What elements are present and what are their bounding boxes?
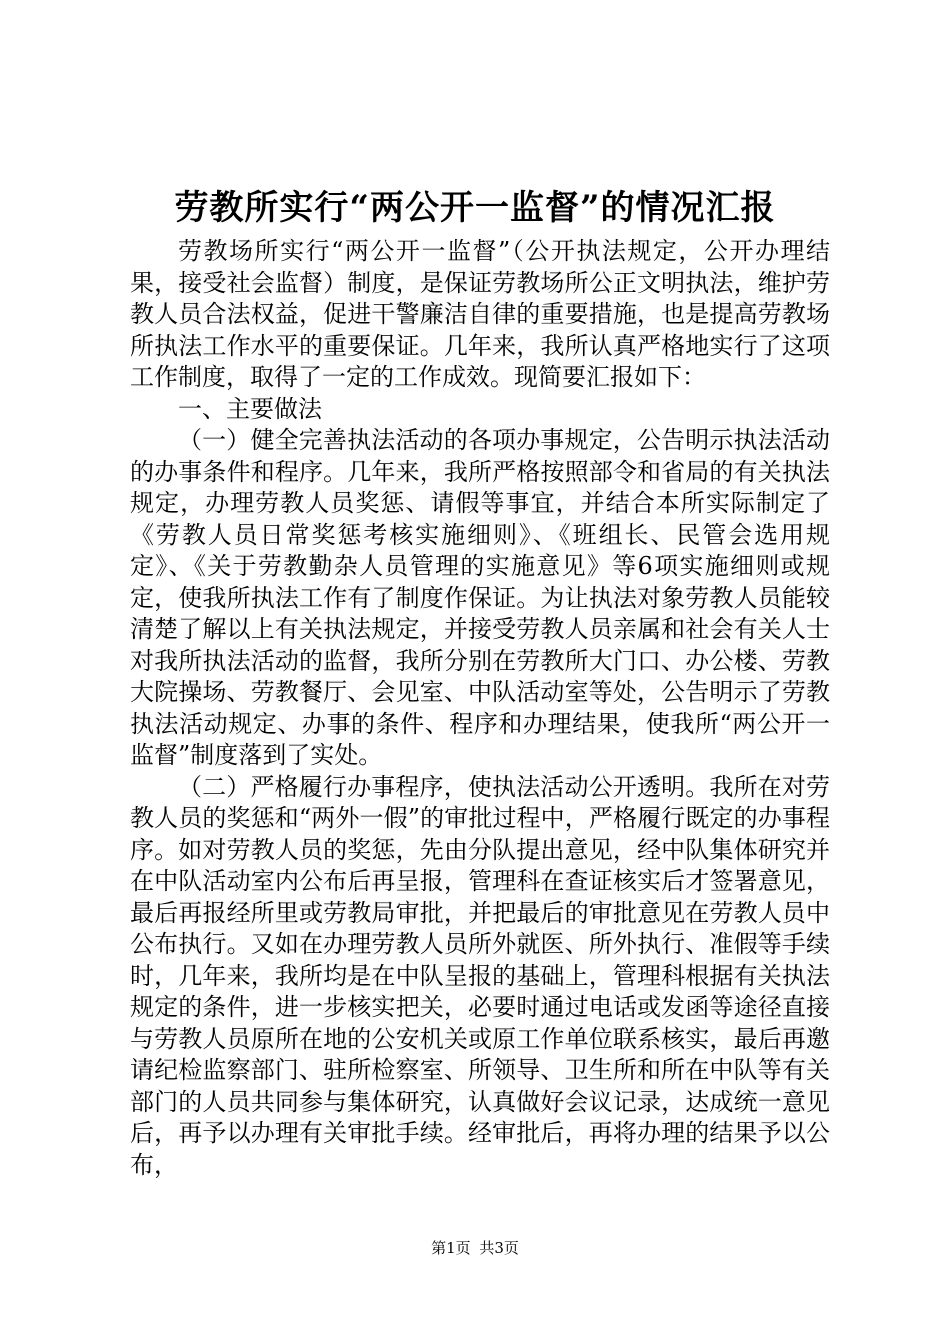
body-paragraph-1: （一）健全完善执法活动的各项办事规定，公告明示执法活动的办事条件和程序。几年来，我所严格按照部令和省局的有关执法规定，办理劳教人员奖惩、请假等事宜，并结合本所实际制定了《劳教人员日常奖惩考核实施细则》、《班组长、民管会选用规定》、《关于劳教勤杂人员管理的实施意见》等6项实施细则或规定，使我所执法工作有了制度作保证。为让执法对象劳教人员能较清楚了解以上有关执法规定，并接受劳教人员亲属和社会有关人士对我所执法活动的监督，我所分别在劳教所大门口、办公楼、劳教大院操场、劳教餐厅、会见室、中队活动室等处，公告明示了劳教执法活动规定、办事的条件、程序和办理结果，使我所“两公开一监督”制度落到了实处。	[130, 426, 830, 769]
page-number-footer: 第1页 共3页	[431, 1239, 519, 1257]
section-heading: 一、主要做法	[178, 394, 322, 423]
document-title: 劳教所实行“两公开一监督”的情况汇报	[174, 188, 776, 228]
intro-paragraph: 劳教场所实行“两公开一监督”（公开执法规定，公开办理结果，接受社会监督）制度，是保证劳教场所公正文明执法，维护劳教人员合法权益，促进干警廉洁自律的重要措施，也是提高劳教场所执法工作水平的重要保证。几年来，我所认真严格地实行了这项工作制度，取得了一定的工作成效。现简要汇报如下：	[130, 237, 830, 391]
body-paragraph-2: （二）严格履行办事程序，使执法活动公开透明。我所在对劳教人员的奖惩和“两外一假”的审批过程中，严格履行既定的办事程序。如对劳教人员的奖惩，先由分队提出意见，经中队集体研究并在中队活动室内公布后再呈报，管理科在查证核实后才签署意见，最后再报经所里或劳教局审批，并把最后的审批意见在劳教人员中公布执行。又如在办理劳教人员所外就医、所外执行、准假等手续时，几年来，我所均是在中队呈报的基础上，管理科根据有关执法规定的条件，进一步核实把关，必要时通过电话或发函等途径直接与劳教人员原所在地的公安机关或原工作单位联系核实，最后再邀请纪检监察部门、驻所检察室、所领导、卫生所和所在中队等有关部门的人员共同参与集体研究，认真做好会议记录，达成统一意见后，再予以办理有关审批手续。经审批后，再将办理的结果予以公布，	[130, 772, 830, 1179]
document-body	[130, 236, 830, 1181]
